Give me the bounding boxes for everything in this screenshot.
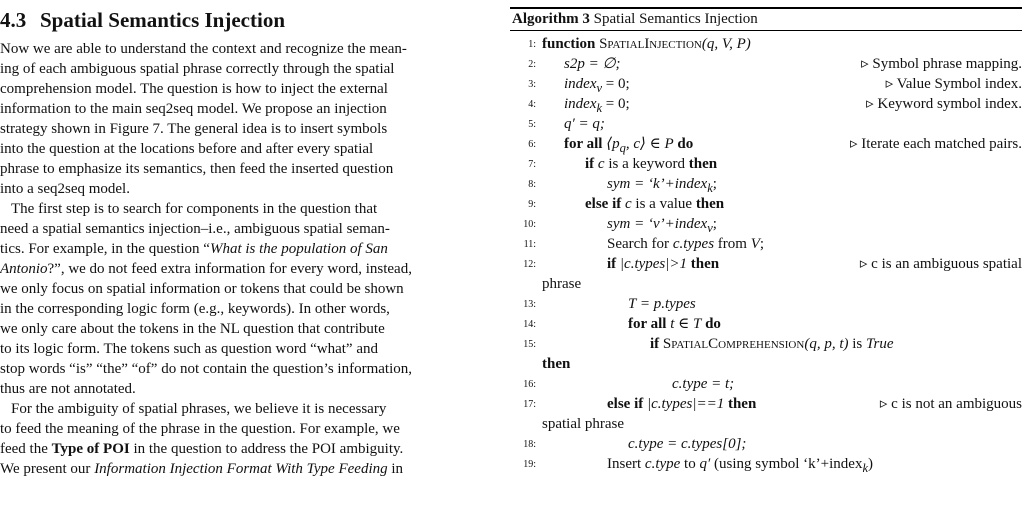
line-number: 11: <box>523 239 536 250</box>
line-comment: ▹ c is an ambiguous spatial <box>859 256 1022 272</box>
algorithm-line-10: 10: sym = ‘v’+index$_v$; <box>510 214 1022 234</box>
line-number: 18: <box>523 439 536 450</box>
p1-line-7: phrase to emphasize its semantics, then feed the inserted question <box>0 161 394 177</box>
p1-line-5: strategy shown in Figure 7. The general idea is to insert symbols <box>0 121 388 137</box>
line-number: 14: <box>523 319 536 330</box>
type-of-poi: Type of POI <box>51 441 130 457</box>
p1-line-2: ing of each ambiguous spatial phrase correctly through the spatial <box>0 61 395 77</box>
body-text <box>0 39 491 479</box>
algorithm-line-11: 11: Search for c.types from V; <box>510 234 1022 254</box>
algorithm-line-13: 13: T = p.types <box>510 294 1022 314</box>
algorithm-line-17-wrap: spatial phrase <box>542 416 625 432</box>
line-comment: ▹ Iterate each matched pairs. <box>849 136 1022 152</box>
p1-line-1: Now we are able to understand the context and recognize the mean- <box>0 41 407 57</box>
line-comment: ▹ Keyword symbol index. <box>866 96 1022 112</box>
line-number: 2: <box>528 59 536 70</box>
p3-line-3: feed the Type of POI in the question to address the POI ambiguity. <box>0 441 404 457</box>
p1-line-4: information to the main seq2seq model. We propose an injection <box>0 101 387 117</box>
line-number: 13: <box>523 299 536 310</box>
line-number: 4: <box>528 99 536 110</box>
p1-line-3: comprehension model. The question is how to inject the external <box>0 81 388 97</box>
line-number: 5: <box>528 119 536 130</box>
line-number: 9: <box>528 199 536 210</box>
algorithm-lines <box>510 34 1022 474</box>
algorithm-line-16: 16: c.type = t; <box>510 374 1022 394</box>
line-number: 12: <box>523 259 536 270</box>
p2-line-1: The first step is to search for components in the question that <box>11 201 378 217</box>
p1-line-8: into a seq2seq model. <box>0 181 130 197</box>
algorithm-line-12-wrap: phrase <box>542 276 582 292</box>
section-number: 4.3 <box>0 8 27 32</box>
algorithm-line-19: 19: Insert c.type to q′ (using symbol ‘k’+index$_k$) <box>510 454 1022 474</box>
algorithm-line-1: 1: function SpatialInjection(q, V, P) <box>510 34 1022 54</box>
algorithm-line-9: 9: else if c is a value then <box>510 194 1022 214</box>
p1-line-6: into the question at the locations before and after every spatial <box>0 141 374 157</box>
p2-line-6: in the corresponding logic form (e.g., keywords). In other words, <box>0 301 390 317</box>
algorithm-label: Algorithm 3 <box>512 11 590 27</box>
algorithm-line-6: 6: for all $⟨p_q$, c⟩ ∈ P do ▹ Iterate each matched pairs. <box>510 134 1022 154</box>
p3-line-2: to feed the meaning of the phrase in the question. For example, we <box>0 421 400 437</box>
line-number: 6: <box>528 139 536 150</box>
p2-line-2: need a spatial semantics injection–i.e., ambiguous spatial seman- <box>0 221 390 237</box>
line-number: 15: <box>523 339 536 350</box>
algorithm-title: Spatial Semantics Injection <box>593 11 758 27</box>
p2-line-4: Antonio?”, we do not feed extra information for every word, instead, <box>0 261 412 277</box>
algorithm-line-3: 3: index$_v$ = 0; ▹ Value Symbol index. <box>510 74 1022 94</box>
line-comment: ▹ Value Symbol index. <box>885 76 1022 92</box>
injection-format-name: Information Injection Format With Type Feeding <box>94 461 388 477</box>
line-number: 10: <box>523 219 536 230</box>
p2-line-9: stop words “is” “the” “of” do not contain the question’s information, <box>0 361 412 377</box>
algorithm-box <box>510 7 1022 474</box>
example-question-cont: Antonio <box>0 261 48 277</box>
line-comment: ▹ c is not an ambiguous <box>879 396 1022 412</box>
p3-line-4: We present our Information Injection Format With Type Feeding in <box>0 461 404 477</box>
line-number: 3: <box>528 79 536 90</box>
example-question: What is the population of San <box>209 241 388 257</box>
p2-line-3: tics. For example, in the question “What is the population of San <box>0 241 388 257</box>
algorithm-line-18: 18: c.type = c.types[0]; <box>510 434 1022 454</box>
p3-line-1: For the ambiguity of spatial phrases, we believe it is necessary <box>11 401 387 417</box>
algorithm-caption <box>510 9 1022 30</box>
p2-line-7: we only care about the tokens in the NL question that contribute <box>0 321 385 337</box>
algorithm-line-7: 7: if c is a keyword then <box>510 154 1022 174</box>
algorithm-line-14: 14: for all t ∈ T do <box>510 314 1022 334</box>
algorithm-line-15-wrap: then <box>542 356 571 372</box>
section-heading <box>0 7 285 33</box>
line-comment: ▹ Symbol phrase mapping. <box>861 56 1022 72</box>
p2-line-10: thus are not annotated. <box>0 381 136 397</box>
line-number: 7: <box>528 159 536 170</box>
p2-line-8: to its logic form. The tokens such as question word “what” and <box>0 341 378 357</box>
algorithm-line-2: 2: s2p = ∅; ▹ Symbol phrase mapping. <box>510 54 1022 74</box>
line-number: 16: <box>523 379 536 390</box>
algorithm-line-15: 15: if SpatialComprehension(q, p, t) is True <box>510 334 1022 354</box>
line-number: 8: <box>528 179 536 190</box>
algorithm-line-8: 8: sym = ‘k’+index$_k$; <box>510 174 1022 194</box>
algorithm-line-12: 12: if |c.types|>1 then ▹ c is an ambiguous spatial <box>510 254 1022 274</box>
algorithm-line-4: 4: index$_k$ = 0; ▹ Keyword symbol index. <box>510 94 1022 114</box>
algorithm-line-5: 5: q′ = q; <box>510 114 1022 134</box>
line-number: 1: <box>528 39 536 50</box>
p2-line-5: we only focus on spatial information or tokens that could be shown <box>0 281 404 297</box>
section-title: Spatial Semantics Injection <box>40 8 286 32</box>
line-number: 19: <box>523 459 536 470</box>
line-number: 17: <box>523 399 536 410</box>
algorithm-line-17: 17: else if |c.types|==1 then ▹ c is not an ambiguous <box>510 394 1022 414</box>
algorithm-mid-rule <box>510 30 1022 31</box>
